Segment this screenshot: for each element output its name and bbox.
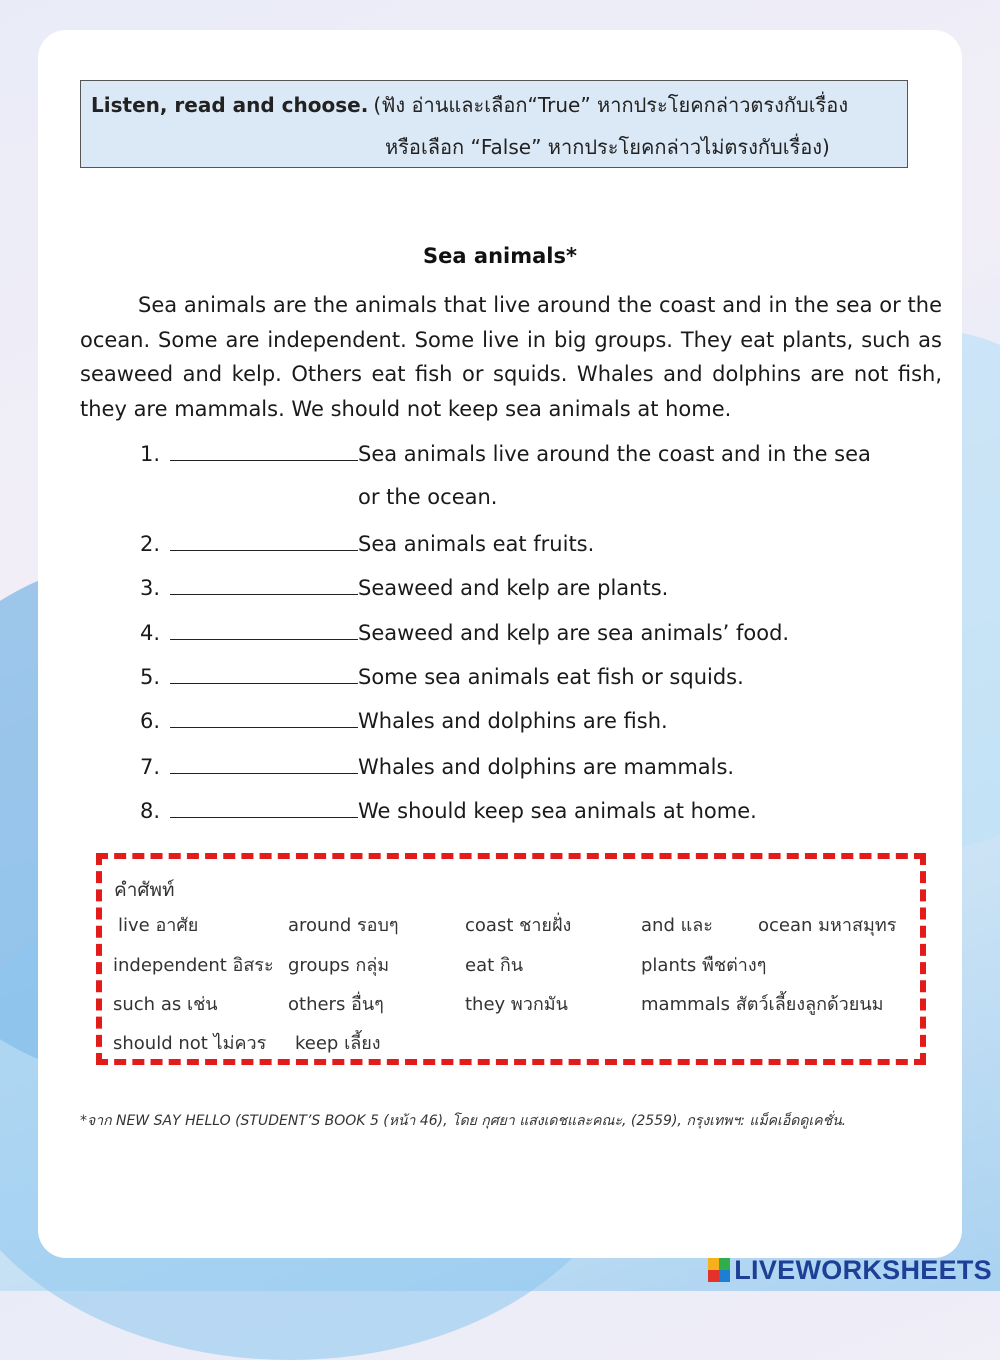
liveworksheets-logo[interactable] [708,1254,992,1286]
answer-blank-6[interactable] [170,707,358,728]
vocab-item: coast ชายฝั่ง [465,915,572,936]
instruction-lead: Listen, read and choose. [91,93,369,117]
question-1-continuation: or the ocean. [358,485,498,509]
answer-blank-8[interactable] [170,797,358,818]
vocab-item: they พวกมัน [465,994,568,1015]
vocab-item: eat กิน [465,955,524,976]
instruction-thai-line2: หรือเลือก “False” หากประโยคกล่าวไม่ตรงกับเรื่อง) [385,135,830,159]
instruction-thai-line1: (ฟัง อ่านและเลือก“True” หากประโยคกล่าวตรงกับเรื่อง [373,93,849,117]
instruction-box [80,80,908,168]
question-text: Seaweed and kelp are plants. [358,576,669,600]
vocab-item: plants พืชต่างๆ [641,955,767,976]
answer-blank-1[interactable] [170,440,358,461]
question-text: Whales and dolphins are mammals. [358,755,735,779]
question-text: Whales and dolphins are fish. [358,709,668,733]
answer-blank-7[interactable] [170,753,358,774]
answer-blank-4[interactable] [170,619,358,640]
question-number: 4. [140,621,161,645]
question-text: Sea animals eat fruits. [358,532,595,556]
vocab-item: and และ [641,915,713,936]
logo-text: LIVEWORKSHEETS [734,1254,992,1285]
answer-blank-3[interactable] [170,574,358,595]
question-number: 6. [140,709,161,733]
vocab-item: mammals สัตว์เลี้ยงลูกด้วยนม [641,994,884,1015]
vocab-item: keep เลี้ยง [295,1033,381,1054]
vocab-item: independent อิสระ [113,955,274,976]
question-text: Sea animals live around the coast and in the sea [358,442,871,466]
vocab-item: others อื่นๆ [288,994,384,1015]
story-title: Sea animals* [423,244,577,268]
vocab-item: around รอบๆ [288,915,399,936]
question-8 [140,797,757,823]
answer-blank-2[interactable] [170,530,358,551]
question-number: 8. [140,799,161,823]
vocab-item: ocean มหาสมุทร [758,915,897,936]
source-citation: *จาก NEW SAY HELLO (STUDENT’S BOOK 5 (หน้า 46), โดย กุศยา แสงเดชและคณะ, (2559), กรุงเทพฯ: แม็คเอ็ดดูเคชั่น. [80,1113,847,1129]
question-number: 7. [140,755,161,779]
passage-text: Sea animals are the animals that live around the coast and in the sea or the ocean. Some are independent. Some live in big groups. They eat plants, such as seaweed and kelp. Others eat fish or squids. Whales and dolphins are not fish, they are mammals. We should not keep sea animals at home. [80,293,942,421]
question-1 [140,440,871,466]
question-6 [140,707,668,733]
question-2 [140,530,594,556]
question-text: Seaweed and kelp are sea animals’ food. [358,621,790,645]
logo-mark-icon [708,1258,730,1282]
question-text: Some sea animals eat fish or squids. [358,665,744,689]
question-text: We should keep sea animals at home. [358,799,757,823]
question-5 [140,663,744,689]
question-7 [140,753,734,779]
vocab-item: groups กลุ่ม [288,955,390,976]
vocab-item: should not ไม่ควร [113,1033,267,1054]
question-3 [140,574,668,600]
question-number: 3. [140,576,161,600]
question-4 [140,619,789,645]
question-number: 1. [140,442,161,466]
vocab-item: such as เช่น [113,994,218,1015]
answer-blank-5[interactable] [170,663,358,684]
question-number: 2. [140,532,161,556]
vocab-item: live อาศัย [118,915,199,936]
question-number: 5. [140,665,161,689]
vocabulary-heading: คำศัพท์ [114,879,175,901]
story-passage [80,288,942,426]
